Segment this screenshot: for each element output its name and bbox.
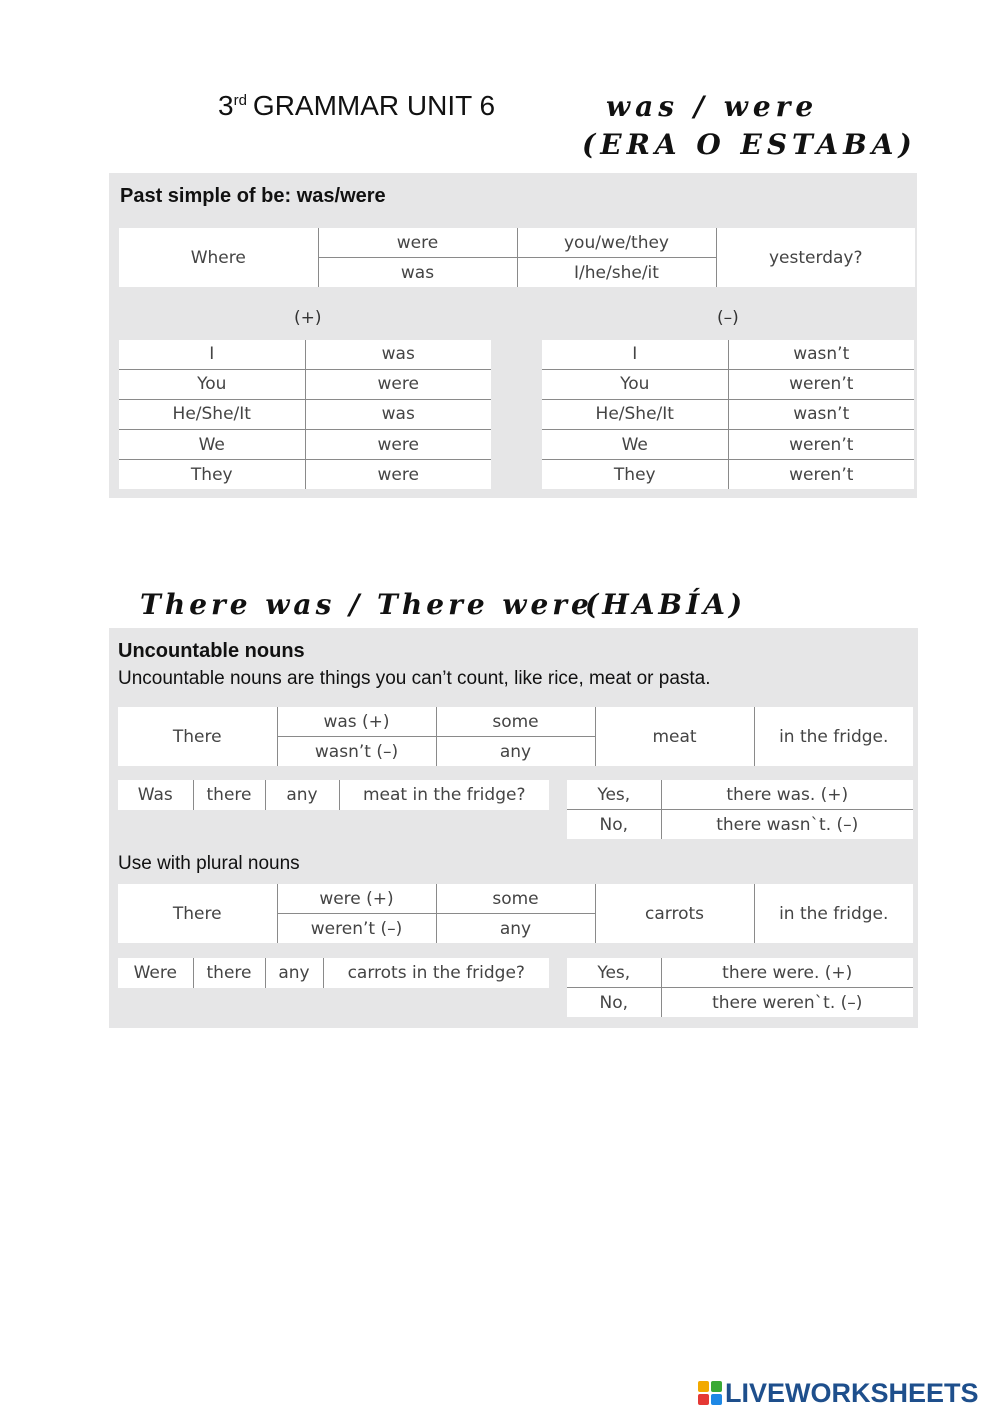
uncountable-question-there: there [193,780,265,810]
negative-subject: We [542,430,728,460]
plural-question-any: any [265,958,323,988]
unit-title [218,90,495,122]
plural-some: some [436,884,595,914]
liveworksheets-logo-text: LIVEWORKSHEETS [725,1377,979,1408]
uncountable-answer-no: No, [567,810,661,840]
uncountable-answer-no-text: there wasn`t. (–) [661,810,913,840]
unit-ordinal-suffix: rd [233,92,247,109]
positive-row [119,369,491,399]
plural-question-were: Were [118,958,193,988]
negative-row [542,399,914,429]
positive-subject: He/She/It [119,399,305,429]
plural-answer-no: No, [567,988,661,1018]
uncountable-any: any [436,737,595,767]
there-was-panel [109,628,918,1028]
uncountable-positive: was (+) [277,707,436,737]
uncountable-question-any: any [265,780,339,810]
uncountable-place: in the fridge. [754,707,913,766]
plural-place: in the fridge. [754,884,913,943]
plural-question-table [118,958,549,988]
uncountable-question-table [118,780,549,810]
past-simple-be-panel [109,173,917,498]
question-subject-plural: you/we/they [517,228,716,258]
positive-verb: were [305,460,491,489]
logo-square [711,1394,722,1405]
plural-there: There [118,884,277,943]
logo-square [698,1381,709,1392]
plural-answer-no-text: there weren`t. (–) [661,988,913,1018]
uncountable-some: some [436,707,595,737]
positive-verb: were [305,430,491,460]
negative-row [542,460,914,489]
unit-name: GRAMMAR UNIT 6 [252,90,496,121]
plural-negative: weren’t (–) [277,914,436,944]
negative-label: (–) [717,308,739,328]
negative-row [542,430,914,460]
positive-label: (+) [294,308,322,328]
uncountable-there: There [118,707,277,766]
uncountable-noun: meat [595,707,754,766]
plural-question-rest: carrots in the fridge? [323,958,549,988]
negative-subject: He/She/It [542,399,728,429]
negative-subject: You [542,369,728,399]
negative-verb: wasn’t [728,340,914,369]
plural-any: any [436,914,595,944]
positive-row [119,460,491,489]
plural-question-there: there [193,958,265,988]
past-simple-heading: Past simple of be: was/were [120,185,386,207]
positive-table [119,340,491,489]
uncountable-question-was: Was [118,780,193,810]
question-table [119,228,915,287]
uncountable-answer-table [567,780,913,839]
positive-subject: You [119,369,305,399]
negative-verb: weren’t [728,369,914,399]
liveworksheets-logo-icon [698,1381,722,1405]
plural-answer-yes-text: there were. (+) [661,958,913,988]
uncountable-table [118,707,913,766]
plural-positive: were (+) [277,884,436,914]
negative-verb: weren’t [728,430,914,460]
liveworksheets-logo[interactable] [698,1378,979,1408]
positive-row [119,399,491,429]
question-verb-were: were [318,228,517,258]
uncountable-answer-yes-text: there was. (+) [661,780,913,810]
was-were-translation: (ERA O ESTABA) [582,128,917,161]
positive-subject: They [119,460,305,489]
negative-verb: weren’t [728,460,914,489]
positive-subject: We [119,430,305,460]
positive-verb: were [305,369,491,399]
question-where: Where [119,228,318,287]
plural-answer-yes: Yes, [567,958,661,988]
positive-verb: was [305,399,491,429]
there-was-translation: (HABÍA) [585,588,747,621]
there-was-title: There was / There were [140,588,593,621]
uncountable-answer-yes: Yes, [567,780,661,810]
positive-row [119,340,491,369]
logo-square [711,1381,722,1392]
plural-heading: Use with plural nouns [118,853,300,874]
was-were-title: was / were [606,90,819,123]
logo-square [698,1394,709,1405]
positive-row [119,430,491,460]
positive-verb: was [305,340,491,369]
question-verb-was: was [318,258,517,288]
negative-row [542,369,914,399]
uncountable-heading: Uncountable nouns [118,640,305,662]
negative-subject: I [542,340,728,369]
unit-ordinal: 3 [218,90,234,121]
question-yesterday: yesterday? [716,228,915,287]
positive-subject: I [119,340,305,369]
question-subject-singular: I/he/she/it [517,258,716,288]
negative-table [542,340,914,489]
uncountable-negative: wasn’t (–) [277,737,436,767]
negative-verb: wasn’t [728,399,914,429]
plural-noun: carrots [595,884,754,943]
uncountable-description: Uncountable nouns are things you can’t count, like rice, meat or pasta. [118,668,711,689]
negative-subject: They [542,460,728,489]
plural-answer-table [567,958,913,1017]
uncountable-question-rest: meat in the fridge? [339,780,549,810]
negative-row [542,340,914,369]
plural-table [118,884,913,943]
